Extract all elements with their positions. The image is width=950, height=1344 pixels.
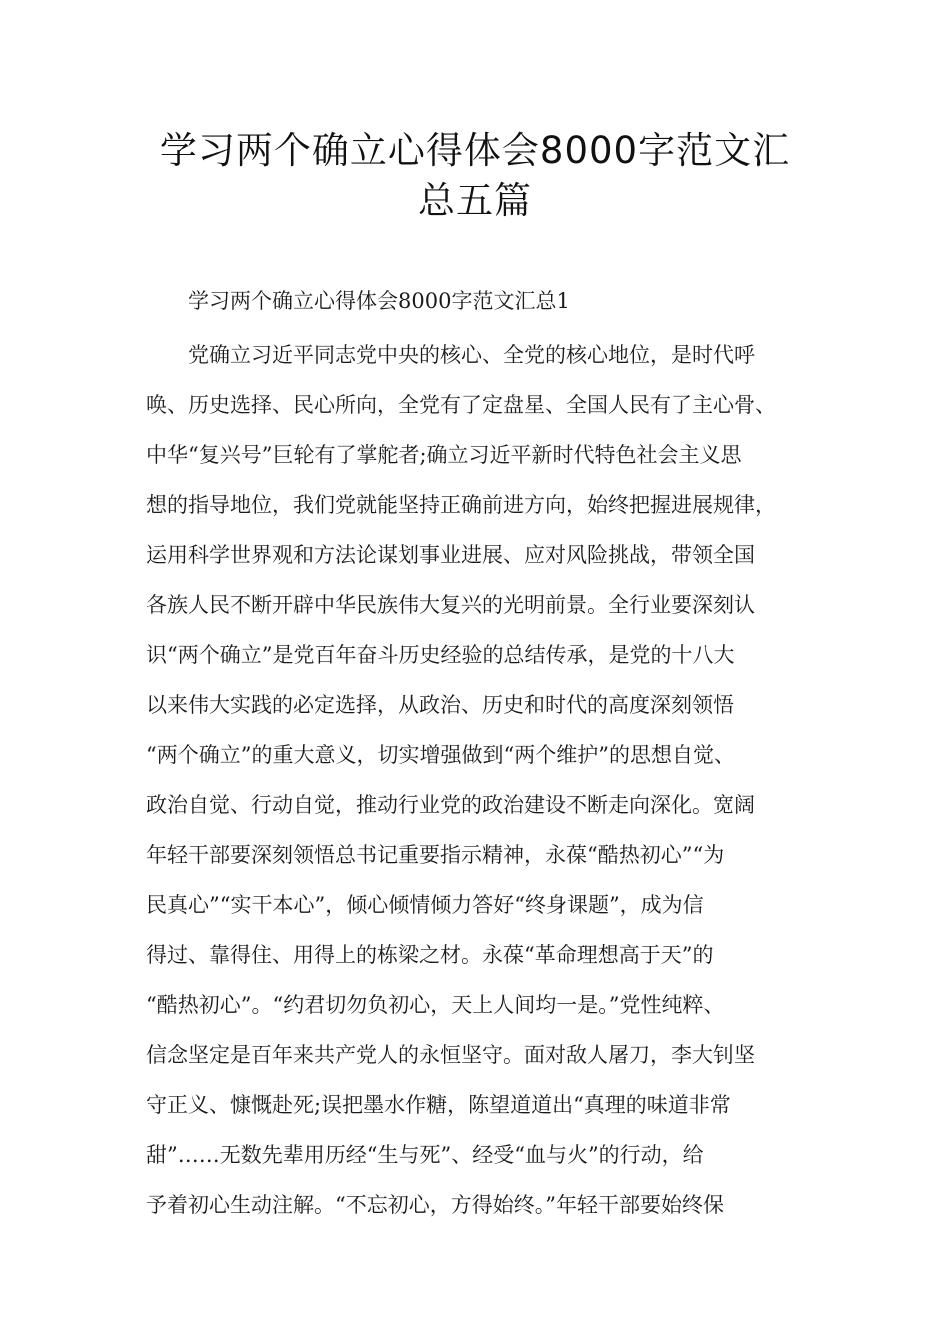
title-line-1: 学习两个确立心得体会8000字范文汇 — [159, 129, 791, 172]
body-line: “两个确立”的重大意义，切实增强做到“两个维护”的思想自觉、 — [146, 743, 735, 767]
body-line: 政治自觉、行动自觉，推动行业党的政治建设不断走向深化。宽阔 — [146, 793, 755, 817]
body-line: 得过、靠得住、用得上的栋梁之材。永葆“革命理想高于天”的 — [146, 943, 714, 967]
body-line: 甜”……无数先辈用历经“生与死”、经受“血与火”的行动，给 — [146, 1143, 704, 1167]
body-line: 识“两个确立”是党百年奋斗历史经验的总结传承，是党的十八大 — [146, 643, 735, 667]
body-line: 唤、历史选择、民心所向，全党有了定盘星、全国人民有了主心骨、 — [146, 393, 776, 417]
body-line: 民真心”“实干本心”，倾心倾情倾力答好“终身课题”，成为信 — [146, 893, 704, 917]
body-line: “酷热初心”。“约君切勿负初心，天上人间均一是。”党性纯粹、 — [146, 993, 725, 1017]
body-line: 守正义、慷慨赴死;误把墨水作糖，陈望道道出“真理的味道非常 — [146, 1093, 731, 1117]
body-line: 年轻干部要深刻领悟总书记重要指示精神，永葆“酷热初心”“为 — [146, 843, 725, 867]
body-line: 运用科学世界观和方法论谋划事业进展、应对风险挑战，带领全国 — [146, 543, 755, 567]
body-paragraph — [146, 330, 818, 1230]
body-line: 以来伟大实践的必定选择，从政治、历史和时代的高度深刻领悟 — [146, 693, 734, 717]
body-line: 信念坚定是百年来共产党人的永恒坚守。面对敌人屠刀，李大钊坚 — [146, 1043, 755, 1067]
title-line-2: 总五篇 — [418, 179, 532, 222]
body-line: 党确立习近平同志党中央的核心、全党的核心地位，是时代呼 — [188, 343, 755, 367]
section-heading: 学习两个确立心得体会8000字范文汇总1 — [188, 289, 570, 313]
document-title — [0, 126, 950, 226]
body-line: 想的指导地位，我们党就能坚持正确前进方向，始终把握进展规律， — [146, 493, 776, 517]
body-line: 各族人民不断开辟中华民族伟大复兴的光明前景。全行业要深刻认 — [146, 593, 755, 617]
body-line: 中华“复兴号”巨轮有了掌舵者;确立习近平新时代特色社会主义思 — [146, 443, 742, 467]
body-line: 予着初心生动注解。“不忘初心，方得始终。”年轻干部要始终保 — [146, 1193, 724, 1217]
